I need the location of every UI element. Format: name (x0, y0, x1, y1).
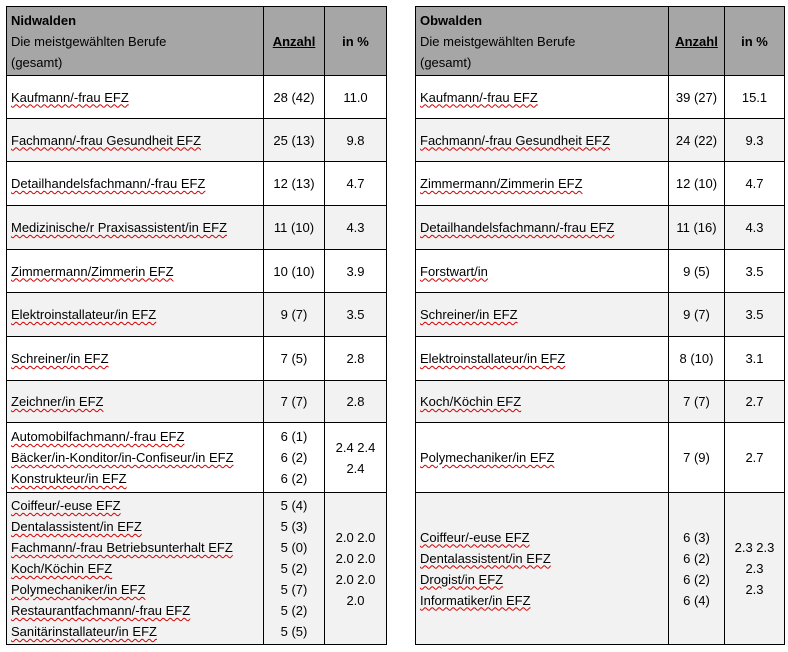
occupation-cell (7, 493, 264, 645)
count-cell-line: 6 (1) (280, 429, 308, 444)
percent-cell-line: 2.0 (346, 592, 365, 608)
occupation-cell-line: Medizinische/r Praxisassistent/in EFZ (11, 220, 228, 235)
count-cell-line: 10 (10) (273, 263, 315, 279)
count-cell-line: 25 (13) (273, 132, 315, 148)
occupation-cell-line: Schreiner/in EFZ (11, 351, 109, 366)
occupation-cell (7, 76, 264, 119)
percent-cell (725, 162, 785, 206)
percent-cell-line: 15.1 (741, 89, 768, 105)
percent-cell (325, 206, 387, 250)
percent-cell-line: 2.7 (745, 450, 764, 465)
count-cell-line: 5 (5) (280, 624, 308, 639)
count-cell (264, 119, 325, 162)
occupation-cell (7, 162, 264, 206)
table-row (416, 250, 785, 293)
count-cell-line: 9 (7) (683, 307, 710, 322)
count-cell-line: 9 (7) (280, 307, 308, 322)
occupation-cell-line: Zeichner/in EFZ (11, 394, 104, 409)
count-cell-line: 6 (2) (683, 550, 710, 566)
percent-cell (725, 76, 785, 119)
table-row (416, 493, 785, 645)
occupation-cell-line: Polymechaniker/in EFZ (11, 582, 146, 597)
subtitle-line: (gesamt) (11, 54, 63, 70)
percent-cell (325, 381, 387, 423)
table-row (7, 381, 387, 423)
occupation-cell (7, 381, 264, 423)
occupation-cell (416, 423, 669, 493)
percent-cell-line: 3.5 (745, 307, 764, 322)
occupation-cell (416, 493, 669, 645)
percent-cell-line: 9.3 (745, 132, 764, 148)
table-row (416, 337, 785, 381)
table-header-row (416, 7, 785, 76)
occupation-cell-line: Dentalassistent/in EFZ (11, 519, 142, 534)
percent-cell (725, 381, 785, 423)
count-cell-line: 6 (2) (280, 471, 308, 486)
count-cell-line: 39 (27) (675, 89, 718, 105)
percent-cell-line: 2.3 (745, 582, 764, 597)
count-cell-line: 11 (16) (676, 220, 717, 235)
percent-cell-line: 2.8 (346, 394, 365, 409)
subtitle-line: Die meistgewählten Berufe (11, 33, 167, 49)
count-cell-line: 5 (2) (280, 561, 308, 576)
percent-cell-line: 4.7 (346, 176, 365, 191)
percent-cell (325, 76, 387, 119)
percent-cell (325, 162, 387, 206)
region-title: Nidwalden (11, 12, 77, 28)
occupation-cell-line: Konstrukteur/in EFZ (11, 471, 127, 486)
count-cell (669, 250, 725, 293)
count-cell-line: 24 (22) (675, 132, 718, 148)
occupation-cell-line: Restaurantfachmann/-frau EFZ (11, 603, 191, 618)
occupation-cell-line: Bäcker/in-Konditor/in-Confiseur/in EFZ (11, 450, 234, 465)
percent-cell (725, 423, 785, 493)
percent-cell (725, 293, 785, 337)
percent-cell (725, 119, 785, 162)
count-cell-line: 12 (10) (675, 176, 718, 191)
subtitle-line: Die meistgewählten Berufe (420, 33, 576, 49)
count-cell (264, 250, 325, 293)
table-row (416, 206, 785, 250)
occupation-cell (7, 119, 264, 162)
count-cell (669, 76, 725, 119)
occupation-cell-line: Coiffeur/-euse EFZ (11, 498, 121, 513)
percent-cell (325, 119, 387, 162)
table-row (416, 119, 785, 162)
percent-cell-line: 2.0 2.0 (335, 550, 376, 566)
table-body (7, 76, 387, 645)
occupation-cell-line: Dentalassistent/in EFZ (420, 550, 551, 566)
count-cell (264, 423, 325, 493)
percent-cell-line: 2.7 (745, 394, 764, 409)
occupation-cell-line: Zimmermann/Zimmerin EFZ (420, 176, 583, 191)
percent-cell-line: 4.3 (346, 220, 365, 235)
table-row (7, 493, 387, 645)
percent-cell-line: 2.3 2.3 (734, 540, 775, 555)
percent-cell-line: 2.4 (346, 460, 365, 476)
occupation-cell-line: Fachmann/-frau Betriebsunterhalt EFZ (11, 540, 233, 555)
percent-cell-line: 2.0 2.0 (335, 529, 376, 545)
occupation-cell-line: Detailhandelsfachmann/-frau EFZ (11, 176, 206, 191)
occupation-cell-line: Elektroinstallateur/in EFZ (420, 351, 566, 366)
count-cell-line: 6 (4) (683, 592, 710, 608)
occupation-cell-line: Fachmann/-frau Gesundheit EFZ (11, 132, 202, 148)
occupation-cell-line: Detailhandelsfachmann/-frau EFZ (420, 220, 615, 235)
percent-cell (725, 206, 785, 250)
occupation-cell-line: Polymechaniker/in EFZ (420, 450, 555, 465)
percent-cell (325, 293, 387, 337)
occupation-cell (7, 293, 264, 337)
percent-cell-line: 3.5 (745, 263, 764, 279)
occupation-cell (7, 206, 264, 250)
count-cell (669, 206, 725, 250)
count-cell-line: 5 (2) (280, 603, 308, 618)
region-title: Obwalden (420, 12, 483, 28)
count-cell-line: 6 (2) (683, 571, 710, 587)
table-row (7, 423, 387, 493)
table-row (416, 76, 785, 119)
percent-cell-line: 3.9 (346, 263, 365, 279)
count-cell-line: 11 (10) (273, 220, 315, 235)
count-cell-line: 7 (7) (683, 394, 710, 409)
count-cell (264, 493, 325, 645)
table-row (7, 250, 387, 293)
percent-cell (325, 423, 387, 493)
percent-cell-line: 2.8 (346, 351, 365, 366)
table-row (416, 381, 785, 423)
count-cell (669, 162, 725, 206)
percent-cell-line: 3.5 (346, 307, 365, 322)
count-cell (669, 293, 725, 337)
percent-cell (725, 493, 785, 645)
count-cell (669, 337, 725, 381)
occupation-cell (416, 381, 669, 423)
occupation-cell-line: Coiffeur/-euse EFZ (420, 529, 530, 545)
occupation-cell-line: Koch/Köchin EFZ (11, 561, 113, 576)
obwalden-table (415, 6, 785, 645)
occupation-cell (416, 293, 669, 337)
table-row (7, 119, 387, 162)
table-body (416, 76, 785, 645)
occupation-cell (7, 423, 264, 493)
table-row (7, 206, 387, 250)
count-cell-line: 6 (2) (280, 450, 308, 465)
occupation-cell (416, 76, 669, 119)
percent-cell-line: 2.3 (745, 561, 764, 576)
percent-cell (725, 337, 785, 381)
percent-cell-line: 2.0 2.0 (335, 571, 376, 587)
occupation-cell (7, 250, 264, 293)
occupation-cell-line: Automobilfachmann/-frau EFZ (11, 429, 185, 444)
occupation-cell-line: Forstwart/in (420, 263, 488, 279)
count-cell-line: 7 (7) (280, 394, 308, 409)
percent-cell-line: 3.1 (745, 351, 764, 366)
count-cell (264, 162, 325, 206)
count-cell (264, 206, 325, 250)
table-row (416, 423, 785, 493)
occupation-cell-line: Elektroinstallateur/in EFZ (11, 307, 157, 322)
occupation-cell-line: Zimmermann/Zimmerin EFZ (11, 263, 174, 279)
count-cell-line: 8 (10) (679, 351, 714, 366)
percent-cell (325, 493, 387, 645)
count-cell (669, 493, 725, 645)
percent-column-header: in % (325, 7, 387, 76)
table-row (416, 162, 785, 206)
percent-cell (725, 250, 785, 293)
count-cell-line: 5 (0) (280, 540, 308, 555)
occupation-cell (416, 337, 669, 381)
count-cell-line: 5 (7) (280, 582, 308, 597)
occupation-cell-line: Fachmann/-frau Gesundheit EFZ (420, 132, 611, 148)
count-cell-line: 28 (42) (273, 89, 315, 105)
table-row (7, 337, 387, 381)
table-row (7, 162, 387, 206)
percent-cell-line: 9.8 (346, 132, 365, 148)
percent-column-header: in % (725, 7, 785, 76)
count-column-header: Anzahl (264, 7, 325, 76)
count-cell-line: 5 (4) (280, 498, 308, 513)
occupation-cell-line: Kaufmann/-frau EFZ (420, 89, 538, 105)
count-cell (264, 381, 325, 423)
count-cell-line: 6 (3) (683, 529, 710, 545)
occupation-cell-line: Sanitärinstallateur/in EFZ (11, 624, 157, 639)
table-row (416, 293, 785, 337)
occupation-cell-line: Kaufmann/-frau EFZ (11, 89, 129, 105)
percent-cell (325, 337, 387, 381)
count-column-header: Anzahl (669, 7, 725, 76)
table-row (7, 76, 387, 119)
percent-cell-line: 2.4 2.4 (335, 439, 376, 455)
count-cell-line: 9 (5) (683, 263, 710, 279)
count-cell (669, 381, 725, 423)
table-row (7, 293, 387, 337)
occupation-cell-line: Schreiner/in EFZ (420, 307, 518, 322)
occupation-cell (7, 337, 264, 381)
occupation-cell (416, 119, 669, 162)
count-cell (264, 293, 325, 337)
percent-cell-line: 4.7 (745, 176, 764, 191)
header-title-cell (7, 7, 264, 76)
count-cell (264, 76, 325, 119)
count-cell-line: 7 (5) (280, 351, 308, 366)
header-title-cell (416, 7, 669, 76)
occupation-cell-line: Drogist/in EFZ (420, 571, 504, 587)
count-cell (669, 423, 725, 493)
percent-cell-line: 4.3 (745, 220, 764, 235)
table-header-row (7, 7, 387, 76)
occupation-cell-line: Koch/Köchin EFZ (420, 394, 522, 409)
subtitle-line: (gesamt) (420, 54, 472, 70)
occupation-cell (416, 206, 669, 250)
percent-cell-line: 11.0 (343, 89, 368, 105)
percent-cell (325, 250, 387, 293)
occupation-cell-line: Informatiker/in EFZ (420, 592, 531, 608)
count-cell-line: 7 (9) (683, 450, 710, 465)
occupation-cell (416, 250, 669, 293)
occupation-cell (416, 162, 669, 206)
count-cell (264, 337, 325, 381)
count-cell (669, 119, 725, 162)
nidwalden-table (6, 6, 387, 645)
count-cell-line: 12 (13) (273, 176, 315, 191)
count-cell-line: 5 (3) (280, 519, 308, 534)
